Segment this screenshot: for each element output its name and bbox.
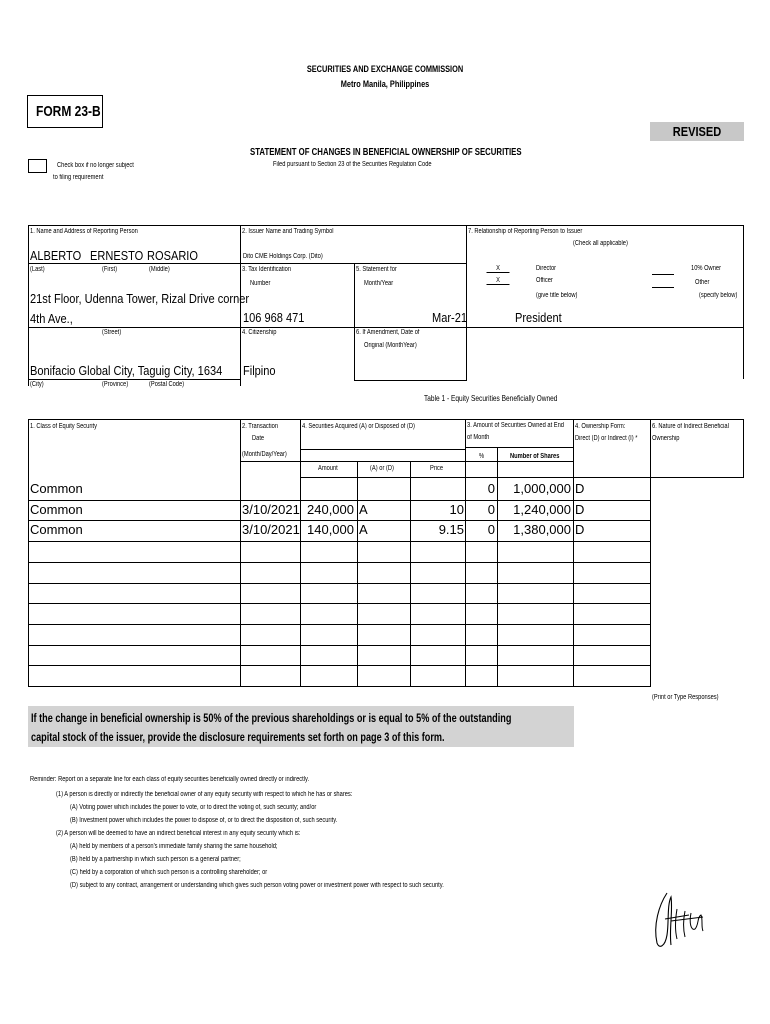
cell-pct: 0: [487, 481, 495, 496]
rule: [28, 624, 650, 625]
section5-label-1: 5. Statement for: [356, 266, 397, 273]
rule: [28, 645, 650, 646]
rule: [466, 225, 467, 381]
officer-checkbox[interactable]: X: [487, 277, 510, 285]
rule: [28, 500, 650, 501]
rule: [300, 477, 744, 478]
cell-date: 3/10/2021: [242, 502, 300, 517]
checkbox-label-1: Check box if no longer subject: [57, 162, 134, 169]
section7-label: 7. Relationship of Reporting Person to Issuer: [468, 228, 583, 235]
rule: [28, 541, 650, 542]
rule: [300, 419, 301, 687]
reminder-2d: (D) subject to any contract, arrangement or understanding which gives such person voting power or investment power with respect to such security.: [70, 882, 444, 889]
street-label: (Street): [102, 329, 122, 336]
col-pct-header: %: [479, 453, 485, 460]
rule: [28, 379, 240, 380]
cell-class: Common: [30, 502, 83, 517]
section3-label-1: 3. Tax Identification: [242, 266, 292, 273]
banner-line-1: If the change in beneficial ownership is 50% of the previous shareholdings or is equal to 5% of the outstanding: [31, 711, 512, 725]
col-owned-header-1: 3. Amount of Securities Owned at End: [467, 422, 565, 429]
rule: [240, 419, 241, 687]
col-class-header: 1. Class of Equity Security: [30, 423, 97, 430]
citizenship-value: Filpino: [243, 363, 276, 378]
rule: [466, 327, 743, 328]
cell-form: D: [575, 481, 585, 496]
rule: [28, 327, 466, 328]
first-name: ERNESTO: [90, 248, 144, 263]
section5-label-2: Month/Year: [364, 280, 394, 287]
postal-label: (Postal Code): [149, 381, 185, 388]
agency-location: Metro Manila, Philippines: [340, 79, 430, 89]
rule: [743, 225, 744, 379]
form-name-box: [27, 95, 103, 128]
col-nature-header-1: 6. Nature of Indirect Beneficial: [652, 423, 729, 430]
disclosure-banner: [28, 706, 574, 747]
cell-form: D: [575, 522, 585, 537]
rule: [354, 264, 355, 328]
rule: [28, 520, 650, 521]
rule: [240, 461, 573, 462]
rule: [465, 447, 573, 448]
no-longer-subject-checkbox[interactable]: [28, 159, 47, 173]
col-nature-header-2: Ownership: [652, 435, 680, 442]
rule: [357, 461, 358, 687]
col-form-header-1: 4. Ownership Form:: [575, 423, 626, 430]
cell-class: Common: [30, 522, 83, 537]
form-subtitle: Filed pursuant to Section 23 of the Securities Regulation Code: [273, 161, 432, 168]
banner-line-2: capital stock of the issuer, provide the disclosure requirements set forth on page 3 of this form.: [31, 730, 445, 744]
form-title: STATEMENT OF CHANGES IN BENEFICIAL OWNERSHIP OF SECURITIES: [250, 147, 522, 158]
province-label: (Province): [102, 381, 129, 388]
rule: [354, 328, 355, 381]
col-amount-header: Amount: [318, 465, 338, 472]
cell-shares: 1,380,000: [513, 522, 571, 537]
last-label: (Last): [30, 266, 45, 273]
cell-shares: 1,240,000: [513, 502, 571, 517]
rule: [573, 419, 574, 687]
other-checkbox[interactable]: [652, 287, 674, 288]
last-name: ALBERTO: [30, 248, 82, 263]
reminder: Reminder: Report on a separate line for each class of equity securities beneficially owned directly or indirectly.: [30, 776, 310, 783]
checkbox-label-2: to filing requirement: [53, 174, 104, 181]
reminder-2: (2) A person will be deemed to have an indirect beneficial interest in any equity security which is:: [56, 830, 301, 837]
reminder-2a: (A) held by members of a person's immediate family sharing the same household;: [70, 843, 278, 850]
cell-class: Common: [30, 481, 83, 496]
city-value: Bonifacio Global City, Taguig City, 1634: [30, 363, 223, 378]
cell-aord: A: [359, 522, 368, 537]
cell-date: 3/10/2021: [242, 522, 300, 537]
form-name: FORM 23-B: [36, 103, 101, 120]
middle-name: ROSARIO: [147, 248, 198, 263]
cell-aord: A: [359, 502, 368, 517]
first-label: (First): [102, 266, 117, 273]
equity-table: [28, 419, 744, 687]
rule: [465, 419, 466, 687]
rule: [300, 449, 465, 450]
rule: [28, 225, 29, 386]
city-label: (City): [30, 381, 44, 388]
cell-amount: 240,000: [307, 502, 354, 517]
reminder-1a: (A) Voting power which includes the power to vote, or to direct the voting of, such security; and/or: [70, 804, 317, 811]
middle-label: (Middle): [149, 266, 170, 273]
revised-badge: [650, 122, 744, 141]
reminder-1b: (B) Investment power which includes the power to dispose of, or to direct the disposition of, such security.: [70, 817, 338, 824]
print-note: (Print or Type Responses): [652, 694, 719, 701]
rule: [28, 225, 744, 226]
give-title-label: (give title below): [536, 292, 578, 299]
officer-title-value: President: [515, 310, 562, 325]
street-line-1: 21st Floor, Udenna Tower, Rizal Drive corner: [30, 291, 250, 306]
rule: [650, 419, 651, 687]
col-date-header-3: (Month/Day/Year): [242, 451, 287, 458]
ten-percent-owner-label: 10% Owner: [691, 265, 721, 272]
statement-month-value: Mar-21: [432, 310, 468, 325]
signature-image: [645, 885, 715, 955]
rule: [28, 419, 29, 687]
cell-pct: 0: [487, 502, 495, 517]
ten-percent-owner-checkbox[interactable]: [652, 274, 674, 275]
cell-amount: 140,000: [307, 522, 354, 537]
officer-label: Officer: [536, 277, 553, 284]
rule: [28, 603, 650, 604]
section1-label: 1. Name and Address of Reporting Person: [30, 228, 138, 235]
col-date-header-2: Date: [252, 435, 265, 442]
col-date-header-1: 2. Transaction: [242, 423, 279, 430]
table1-title: Table 1 - Equity Securities Beneficially Owned: [424, 394, 558, 403]
other-label: Other: [695, 279, 710, 286]
issuer-name: Dito CME Holdings Corp. (Dito): [243, 253, 323, 260]
section6-label-1: 6. If Amendment, Date of: [356, 329, 420, 336]
rule: [28, 562, 650, 563]
section3-label-2: Number: [250, 280, 271, 287]
agency-name: SECURITIES AND EXCHANGE COMMISSION: [306, 64, 464, 74]
cell-form: D: [575, 502, 585, 517]
section4-label: 4. Citizenship: [242, 329, 277, 336]
reminder-1: (1) A person is directly or indirectly the beneficial owner of any equity security with respect to which he has or shares:: [56, 791, 353, 798]
col-price-header: Price: [430, 465, 444, 472]
rule: [28, 686, 650, 687]
rule: [28, 583, 650, 584]
rule: [28, 263, 466, 264]
col-aord-header: (A) or (D): [370, 465, 394, 472]
reminder-2c: (C) held by a corporation of which such person is a controlling shareholder; or: [70, 869, 268, 876]
section6-label-2: Original (MonthYear): [364, 342, 417, 349]
col-shares-header: Number of Shares: [510, 453, 560, 460]
revised-label: REVISED: [672, 124, 722, 139]
cell-pct: 0: [487, 522, 495, 537]
section2-label: 2. Issuer Name and Trading Symbol: [242, 228, 334, 235]
col-acquired-header: 4. Securities Acquired (A) or Disposed of (D): [302, 423, 415, 430]
rule: [354, 380, 466, 381]
rule: [497, 447, 498, 687]
rule: [28, 419, 744, 420]
rule: [743, 419, 744, 477]
check-all-label: (Check all applicable): [573, 240, 628, 247]
specify-label: (specify below): [699, 292, 738, 299]
reminder-2b: (B) held by a partnership in which such person is a general partner;: [70, 856, 241, 863]
rule: [410, 461, 411, 687]
director-checkbox[interactable]: X: [487, 265, 510, 273]
tin-value: 106 968 471: [243, 310, 305, 325]
col-form-header-2: Direct (D) or Indirect (I) *: [575, 435, 638, 442]
cell-price: 9.15: [438, 522, 464, 537]
director-label: Director: [536, 265, 557, 272]
street-line-2: 4th Ave.,: [30, 311, 73, 326]
cell-shares: 1,000,000: [513, 481, 571, 496]
cell-price: 10: [449, 502, 464, 517]
col-owned-header-2: of Month: [467, 434, 490, 441]
rule: [28, 665, 650, 666]
